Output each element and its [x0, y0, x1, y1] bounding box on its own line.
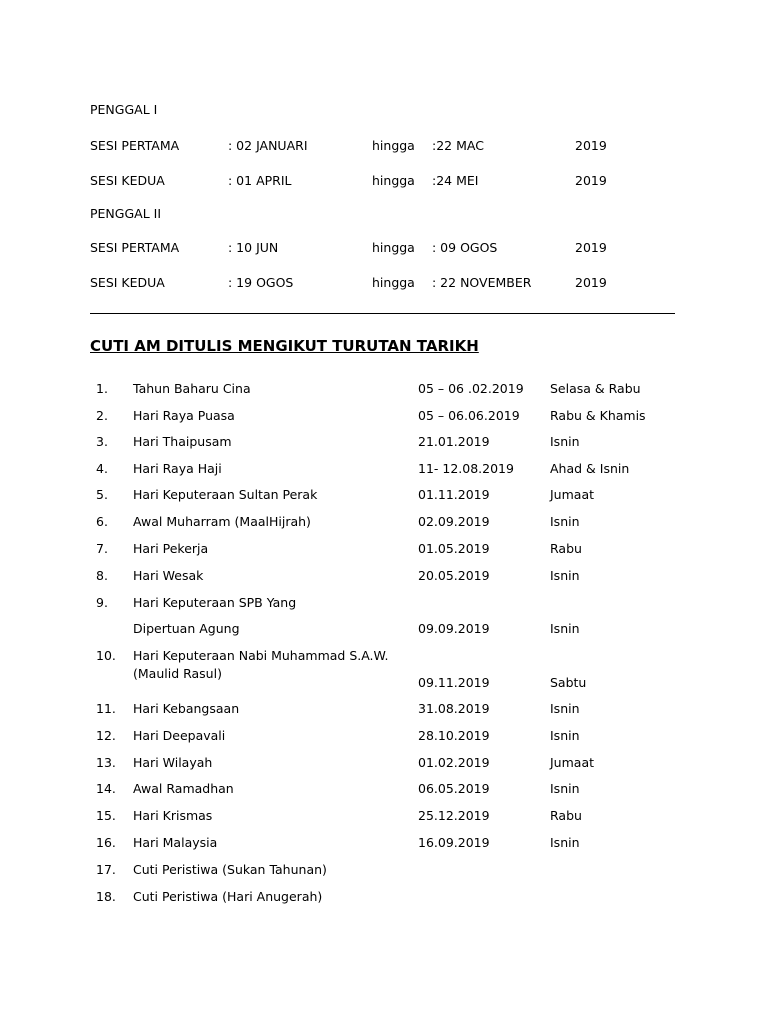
holiday-day: Rabu — [550, 541, 582, 556]
session-from: : 10 JUN — [228, 240, 279, 255]
holiday-day: Selasa & Rabu — [550, 381, 641, 396]
holiday-number: 2. — [96, 408, 108, 423]
penggal-2-label: PENGGAL II — [90, 206, 162, 221]
holiday-number: 4. — [96, 461, 108, 476]
holiday-day: Isnin — [550, 701, 580, 716]
holiday-day: Sabtu — [550, 675, 587, 690]
holiday-day: Isnin — [550, 514, 580, 529]
holiday-name: Awal Muharram (MaalHijrah) — [133, 514, 311, 529]
session-to-word: hingga — [372, 275, 415, 290]
holiday-date: 09.11.2019 — [418, 675, 490, 690]
holiday-name-line2: Dipertuan Agung — [133, 621, 240, 636]
holiday-name: Hari Thaipusam — [133, 434, 232, 449]
session-to: :24 MEI — [432, 173, 479, 188]
holiday-name: Cuti Peristiwa (Sukan Tahunan) — [133, 862, 327, 877]
holiday-number: 8. — [96, 568, 108, 583]
holiday-date: 31.08.2019 — [418, 701, 490, 716]
holiday-name: Hari Wilayah — [133, 755, 213, 770]
session-to-word: hingga — [372, 138, 415, 153]
holiday-name: Hari Krismas — [133, 808, 213, 823]
session-year: 2019 — [575, 138, 607, 153]
holiday-day: Isnin — [550, 781, 580, 796]
holidays-heading: CUTI AM DITULIS MENGIKUT TURUTAN TARIKH — [90, 337, 479, 355]
holiday-day: Isnin — [550, 434, 580, 449]
holiday-day: Jumaat — [550, 755, 595, 770]
holiday-day: Isnin — [550, 568, 580, 583]
holiday-number: 10. — [96, 648, 116, 663]
holiday-date: 02.09.2019 — [418, 514, 490, 529]
holiday-name: Hari Wesak — [133, 568, 204, 583]
holiday-date: 01.02.2019 — [418, 755, 490, 770]
session-to-word: hingga — [372, 240, 415, 255]
session-name: SESI KEDUA — [90, 173, 165, 188]
holiday-name: Hari Keputeraan Nabi Muhammad S.A.W. — [133, 648, 389, 663]
holiday-number: 9. — [96, 595, 108, 610]
holiday-day: Rabu — [550, 808, 582, 823]
holiday-number: 17. — [96, 862, 116, 877]
holiday-date: 05 – 06 .02.2019 — [418, 381, 524, 396]
holiday-number: 13. — [96, 755, 116, 770]
session-name: SESI PERTAMA — [90, 138, 180, 153]
divider-line — [90, 313, 675, 314]
session-to: :22 MAC — [432, 138, 484, 153]
session-from: : 02 JANUARI — [228, 138, 308, 153]
holiday-name: Hari Raya Puasa — [133, 408, 235, 423]
session-from: : 01 APRIL — [228, 173, 292, 188]
holiday-number: 18. — [96, 889, 116, 904]
holiday-name: Hari Deepavali — [133, 728, 226, 743]
holiday-date: 16.09.2019 — [418, 835, 490, 850]
holiday-date: 06.05.2019 — [418, 781, 490, 796]
holiday-number: 12. — [96, 728, 116, 743]
holiday-name: Hari Keputeraan SPB Yang — [133, 595, 297, 610]
session-to: : 09 OGOS — [432, 240, 498, 255]
holiday-number: 5. — [96, 487, 108, 502]
holiday-name: Awal Ramadhan — [133, 781, 234, 796]
holiday-date: 11- 12.08.2019 — [418, 461, 514, 476]
holiday-number: 11. — [96, 701, 116, 716]
session-to-word: hingga — [372, 173, 415, 188]
session-year: 2019 — [575, 275, 607, 290]
holiday-day: Rabu & Khamis — [550, 408, 646, 423]
holiday-date: 09.09.2019 — [418, 621, 490, 636]
holiday-date: 21.01.2019 — [418, 434, 490, 449]
holiday-name: Cuti Peristiwa (Hari Anugerah) — [133, 889, 323, 904]
holiday-name: Hari Raya Haji — [133, 461, 222, 476]
holiday-name: Hari Keputeraan Sultan Perak — [133, 487, 318, 502]
holiday-day: Isnin — [550, 728, 580, 743]
holiday-number: 3. — [96, 434, 108, 449]
session-name: SESI PERTAMA — [90, 240, 180, 255]
holiday-date: 28.10.2019 — [418, 728, 490, 743]
holiday-name: Hari Malaysia — [133, 835, 218, 850]
holiday-number: 15. — [96, 808, 116, 823]
holiday-name-line2: (Maulid Rasul) — [133, 666, 222, 681]
holiday-day: Isnin — [550, 621, 580, 636]
session-year: 2019 — [575, 173, 607, 188]
holiday-number: 1. — [96, 381, 108, 396]
holiday-day: Isnin — [550, 835, 580, 850]
holiday-name: Hari Pekerja — [133, 541, 209, 556]
holiday-date: 25.12.2019 — [418, 808, 490, 823]
penggal-1-label: PENGGAL I — [90, 102, 158, 117]
holiday-name: Tahun Baharu Cina — [133, 381, 251, 396]
holiday-number: 6. — [96, 514, 108, 529]
holiday-number: 16. — [96, 835, 116, 850]
session-from: : 19 OGOS — [228, 275, 294, 290]
holiday-number: 14. — [96, 781, 116, 796]
holiday-date: 01.11.2019 — [418, 487, 490, 502]
holiday-date: 05 – 06.06.2019 — [418, 408, 520, 423]
holiday-day: Jumaat — [550, 487, 595, 502]
holiday-day: Ahad & Isnin — [550, 461, 630, 476]
session-name: SESI KEDUA — [90, 275, 165, 290]
session-to: : 22 NOVEMBER — [432, 275, 532, 290]
holiday-date: 20.05.2019 — [418, 568, 490, 583]
holiday-name: Hari Kebangsaan — [133, 701, 240, 716]
session-year: 2019 — [575, 240, 607, 255]
holiday-date: 01.05.2019 — [418, 541, 490, 556]
holiday-number: 7. — [96, 541, 108, 556]
